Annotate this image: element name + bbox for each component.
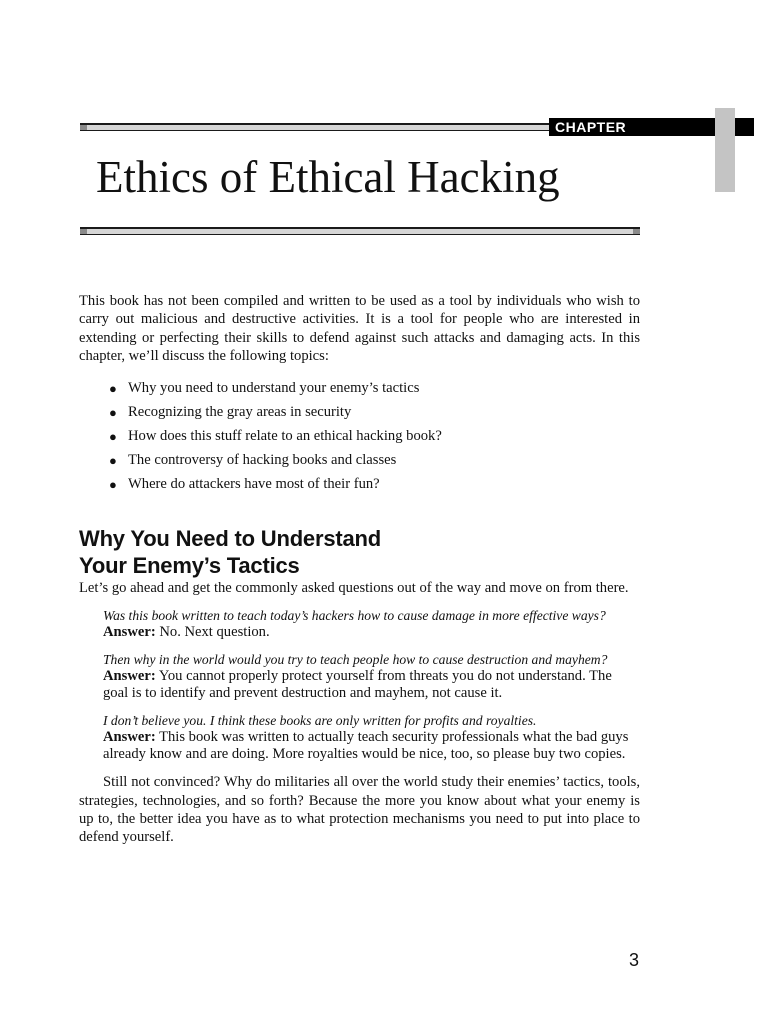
- bullet-icon: ●: [109, 477, 117, 493]
- header-rule-top: [80, 123, 550, 131]
- bullet-icon: ●: [109, 453, 117, 469]
- header-rule-bottom: [80, 227, 640, 235]
- page-number: 3: [629, 950, 640, 970]
- chapter-number-tab: [715, 108, 735, 192]
- qa-answer: [103, 668, 640, 702]
- answer-label: Answer:: [103, 729, 156, 746]
- qa-answer: [103, 729, 640, 763]
- topic-text: The controversy of hacking books and classes: [128, 452, 397, 469]
- answer-label: Answer:: [103, 624, 156, 641]
- bullet-icon: ●: [109, 381, 117, 397]
- rule-cap-right: [633, 229, 640, 234]
- answer-text: This book was written to actually teach security professionals what the bad guys already know and are doing. More royalties would be nice, too, so please buy two copies.: [103, 729, 629, 763]
- section-heading-line-1: Why You Need to Understand: [79, 526, 382, 552]
- list-item: [109, 475, 640, 499]
- section-heading: [79, 525, 640, 579]
- topic-text: Recognizing the gray areas in security: [128, 404, 352, 421]
- answer-text: You cannot properly protect yourself from threats you do not understand. The goal is to identify and prevent destruction and mayhem, not cause it.: [103, 668, 612, 702]
- closing-paragraph: Still not convinced? Why do militaries all over the world study their enemies’ tactics, tools, strategies, technologies, and so forth? Because the more you know about what your enemy is up to, the better idea you have as to what protection mechanisms you need to put into place to defend yourself.: [79, 774, 640, 846]
- qa-question: Then why in the world would you try to teach people how to cause destruction and mayhem?: [103, 652, 608, 668]
- answer-text: No. Next question.: [159, 624, 270, 641]
- chapter-body: [79, 292, 640, 847]
- answer-label: Answer:: [103, 668, 156, 685]
- rule-cap-left: [80, 229, 87, 234]
- topic-text: Where do attackers have most of their fun?: [128, 476, 380, 493]
- list-item: [109, 451, 640, 475]
- qa-question: I don’t believe you. I think these books are only written for profits and royalties.: [103, 713, 537, 729]
- list-item: [109, 427, 640, 451]
- list-item: [109, 379, 640, 403]
- list-item: [109, 403, 640, 427]
- topic-text: Why you need to understand your enemy’s tactics: [128, 380, 420, 397]
- qa-question: Was this book written to teach today’s hackers how to cause damage in more effective ways?: [103, 608, 606, 624]
- chapter-label: CHAPTER: [549, 118, 754, 136]
- topics-list: [79, 379, 640, 499]
- bullet-icon: ●: [109, 429, 117, 445]
- qa-block: [103, 607, 640, 641]
- intro-paragraph: This book has not been compiled and written to be used as a tool by individuals who wish to carry out malicious and destructive activities. It is a tool for people who are interested in extending or perfecting their skills to defend against such attacks and damaging acts. In this chapter, we’ll discuss the following topics:: [79, 293, 640, 364]
- section-heading-line-2: Your Enemy’s Tactics: [79, 553, 300, 579]
- section-lead-paragraph: Let’s go ahead and get the commonly asked questions out of the way and move on from there.: [79, 580, 629, 597]
- bullet-icon: ●: [109, 405, 117, 421]
- qa-block: [103, 651, 640, 702]
- rule-cap-left: [80, 125, 87, 130]
- qa-block: [103, 712, 640, 763]
- qa-answer: [103, 624, 640, 641]
- chapter-title: Ethics of Ethical Hacking: [96, 152, 560, 202]
- topic-text: How does this stuff relate to an ethical hacking book?: [128, 428, 442, 445]
